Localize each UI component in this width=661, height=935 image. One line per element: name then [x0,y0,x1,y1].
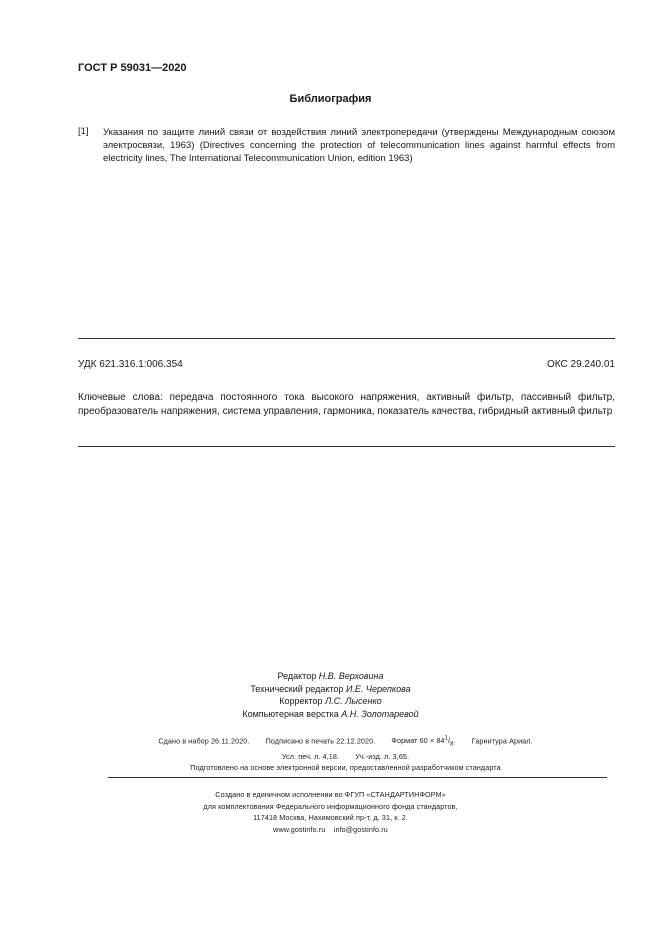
footer-line-1: Создано в единичном исполнении во ФГУП «СТАНДАРТИНФОРМ» [215,790,446,799]
footer [0,789,661,835]
print-sheets: Усл. печ. л. 4,18. [281,751,340,761]
oks-code: ОКС 29.240.01 [547,359,615,370]
footer-line-3: 117418 Москва, Нахимовский пр-т, д. 31, к. 2. [253,813,408,822]
paper-format-prefix: Формат 60 × 84 [391,736,445,746]
credit-layout-name: А.Н. Золотаревой [341,708,419,719]
credit-corrector [0,695,661,708]
udc-code: УДК 621.316.1:006.354 [78,359,183,370]
credit-tech-editor-name: И.Е. Черепкова [345,683,411,694]
publication-info [0,734,661,773]
paper-format-denominator: 8 [450,741,454,748]
divider-bottom [108,777,607,778]
footer-line-2: для комплектования Федерального информационного фонда стандартов, [203,801,458,811]
standard-code: ГОСТ Р 59031—2020 [78,62,187,74]
paper-format-numerator: 1 [444,736,448,742]
credit-tech-editor [0,683,661,696]
publication-line-1 [0,734,661,751]
prepared-note: Подготовлено на основе электронной версии, предоставленной разработчиком стандарта [190,762,501,772]
bibliography-title: Библиография [289,93,372,105]
credit-tech-editor-role: Технический редактор [250,683,344,694]
footer-contacts [0,824,661,836]
keywords: Ключевые слова: передача постоянного тока высокого напряжения, активный фильтр, пассивный фильтр, преобразователь напряжения, система управления, гармоника, показатель качества, гибридный активный фильтр [78,392,615,417]
website-link[interactable]: www.gostinfo.ru [273,824,326,834]
credit-editor-role: Редактор [277,671,317,681]
credit-corrector-role: Корректор [279,696,323,706]
credit-layout [0,708,661,721]
divider-middle [78,446,615,447]
reference-number: [1] [78,126,89,137]
credit-editor-name: Н.В. Верховина [318,671,384,681]
credit-corrector-name: Л.С. Лысенко [325,696,382,706]
typeface: Гарнитура Ариал. [471,736,533,746]
publication-line-2 [0,751,661,762]
paper-format: Формат $60 \times 84^1/_8$. [391,736,456,748]
signed-date: Подписано в печать 22.12.2020. [265,736,376,746]
credit-layout-role: Компьютерная верстка [242,708,339,719]
credits-block [0,670,661,720]
divider-top [78,338,615,339]
credit-editor [0,670,661,683]
publisher-sheets: Уч.-изд. л. 3,65. [355,751,410,761]
submitted-date: Сдано в набор 26.11.2020. [158,736,250,746]
reference-text: Указания по защите линий связи от воздействия линий электропередачи (утверждены Международным союзом электросвязи, 1963) (Directives concerning the protection of telecommunication lines against harmful effects from electricity lines, The International Telecommunication Union, edition 1963) [103,127,615,164]
email-link[interactable]: info@gostinfo.ru [333,824,388,834]
